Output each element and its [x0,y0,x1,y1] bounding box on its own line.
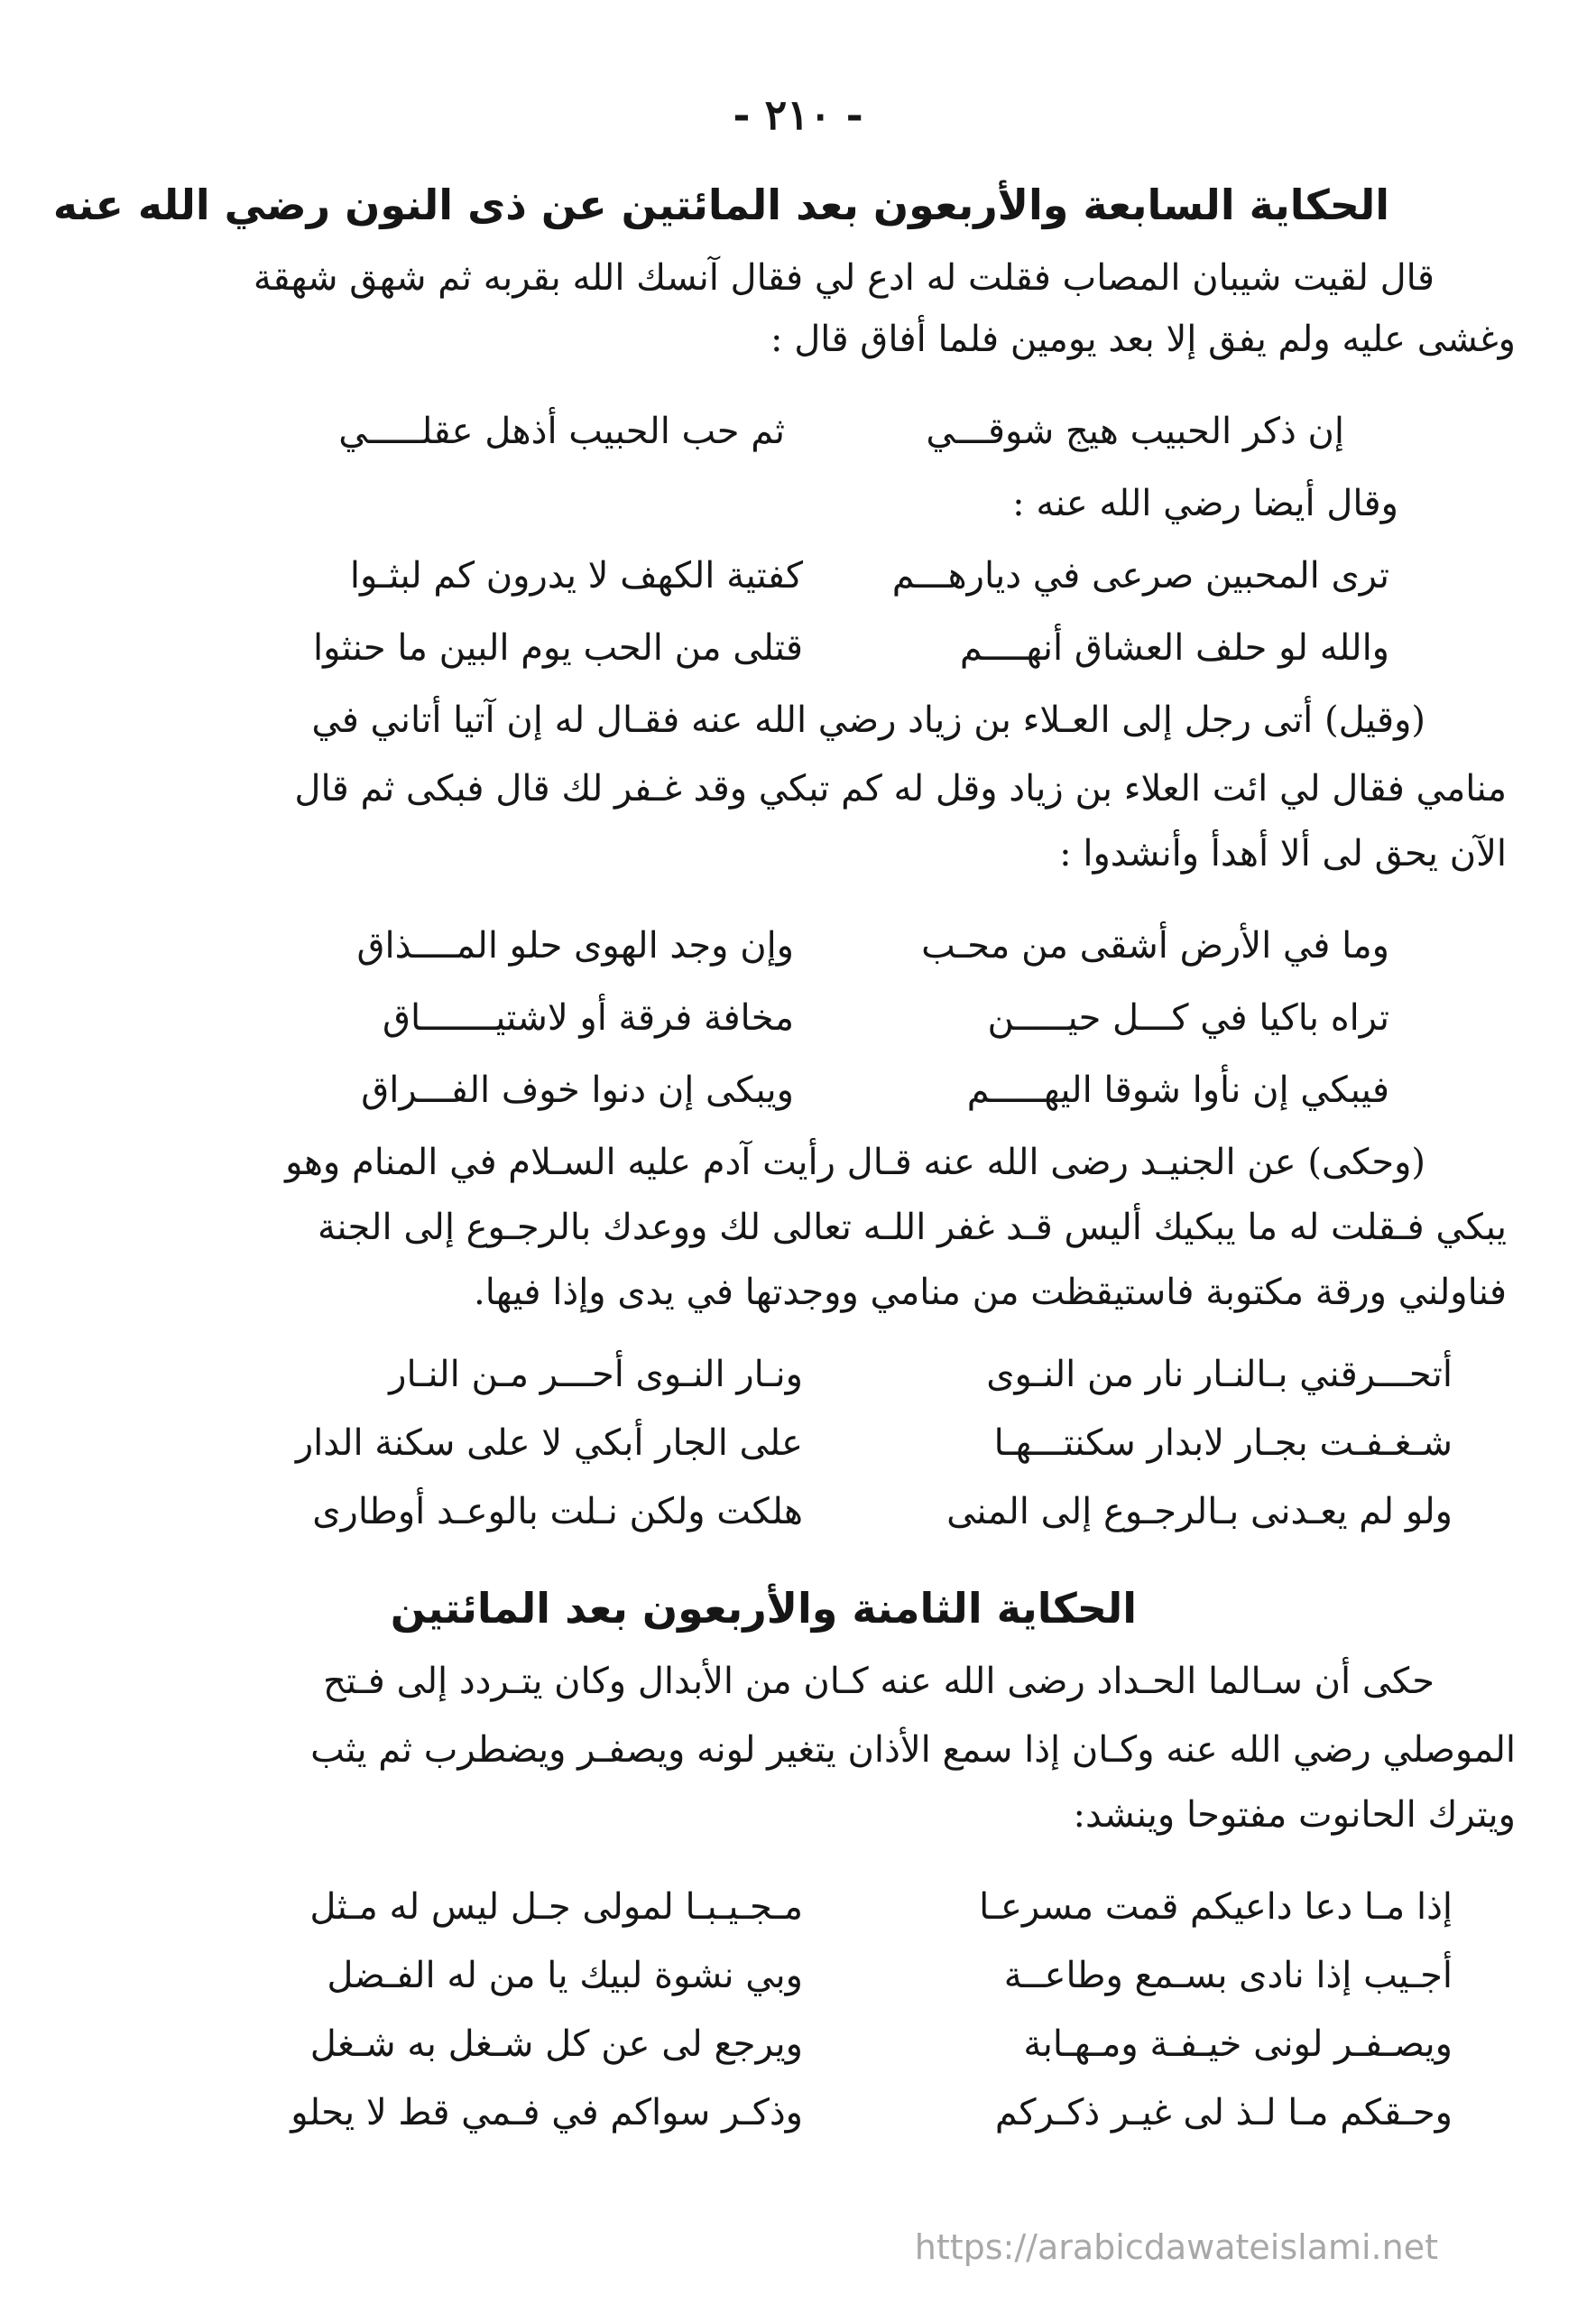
prose-line: الموصلي رضي الله عنه وكـان إذا سمع الأذان يتغير لونه ويصفـر ويضطرب ثم يثب [310,1729,1516,1771]
story-47-verse-2 [217,555,1389,690]
story-47-prose-2 [99,699,1507,898]
verse-second-hemistich: ونـار النـوى أحـــر مـن النـار [389,1354,803,1395]
verse-second-hemistich: ويبكى إن دنوا خوف الفـــراق [361,1069,794,1111]
verse-first-hemistich: إذا مـا دعا داعيكم قمت مسرعـا [979,1886,1453,1928]
prose-line: (وحكى) عن الجنيـد رضى الله عنه قـال رأيت آدم عليه السـلام في المنام وهو [285,1142,1425,1183]
verse-second-hemistich: هلكت ولكن نـلت بالوعـد أوطارى [312,1491,803,1532]
verse-couplet [226,997,1389,1051]
story-47-verse-1 [244,411,1344,474]
verse-second-hemistich: مـجـيـبـا لمولى جـل ليس له مـثل [309,1886,803,1928]
verse-couplet [226,1069,1389,1124]
verse-first-hemistich: أتحـــرقني بـالنـار نار من النـوى [986,1354,1453,1395]
verse-second-hemistich: وبي نشوة لبيك يا من له الفـضل [327,1955,803,1996]
verse-couplet [217,555,1389,609]
prose-line: وغشى عليه ولم يفق إلا بعد يومين فلما أفاق قال : [770,319,1516,360]
story-47-mid [99,483,1398,542]
verse-second-hemistich: كفتية الكهف لا يدرون كم لبثـوا [349,555,803,597]
verse-second-hemistich: وإن وجد الهوى حلو المــــذاق [356,925,794,967]
page-number: - ٢١٠ - [733,90,863,139]
verse-couplet [171,1354,1453,1408]
prose-line: قال لقيت شيبان المصاب فقلت له ادع لي فقال آنسك الله بقربه ثم شهق شهقة [253,257,1435,299]
website-watermark: https://arabicdawateislami.net [914,2227,1438,2267]
verse-couplet [171,2092,1453,2146]
prose-line: يبكي فـقلت له ما يبكيك أليس قـد غفر اللـه تعالى لك ووعدك بالرجـوع إلى الجنة [317,1207,1507,1248]
verse-couplet [171,2023,1453,2078]
verse-first-hemistich: ويصـفـر لونى خيـفـة ومـهـابة [1023,2023,1453,2065]
verse-second-hemistich: على الجار أبكي لا على سكنة الدار [295,1422,803,1464]
prose-line: حكى أن سـالما الحـداد رضى الله عنه كـان من الأبدال وكان يتـردد إلى فـتح [323,1661,1435,1702]
story-47-verse-3 [226,925,1389,1133]
prose-line: (وقيل) أتى رجل إلى العـلاء بن زياد رضي الله عنه فقـال له إن آتيا أتاني في [311,699,1425,741]
verse-first-hemistich: ترى المحبين صرعى في ديارهـــم [891,555,1389,597]
verse-second-hemistich: ويرجع لى عن كل شـغل به شـغل [309,2023,803,2065]
verse-first-hemistich: والله لو حلف العشاق أنهــــم [959,627,1389,669]
story-48-prose [113,1661,1516,1859]
verse-second-hemistich: وذكـر سواكم في فـمي قط لا يحلو [291,2092,803,2133]
verse-first-hemistich: وما في الأرض أشقى من محـب [921,925,1389,967]
verse-couplet [171,1955,1453,2009]
story-48-title: الحكاية الثامنة والأربعون بعد المائتين [390,1584,1137,1633]
story-47-verse-4 [171,1354,1453,1552]
verse-couplet [171,1491,1453,1545]
prose-line: وقال أيضا رضي الله عنه : [1012,483,1398,524]
verse-couplet [244,411,1344,465]
story-48-verse [171,1886,1453,2157]
verse-first-hemistich: شـغـفـت بجـار لابدار سكنتـــهـا [993,1422,1453,1464]
prose-line: الآن يحق لى ألا أهدأ وأنشدوا : [1059,833,1507,875]
verse-couplet [217,627,1389,681]
story-47-title: الحكاية السابعة والأربعون بعد المائتين عن ذى النون رضي الله عنه [52,180,1389,229]
verse-second-hemistich: قتلى من الحب يوم البين ما حنثوا [312,627,803,669]
story-47-intro [99,257,1516,384]
verse-couplet [171,1886,1453,1940]
verse-first-hemistich: أجـيب إذا نادى بسـمع وطاعــة [1003,1955,1453,1996]
verse-second-hemistich: ثم حب الحبيب أذهل عقلـــــي [338,411,785,452]
prose-line: فناولني ورقة مكتوبة فاستيقظت من منامي ووجدتها في يدى وإذا فيها. [474,1272,1507,1313]
verse-second-hemistich: مخافة فرقة أو لاشتيـــــــاق [382,997,794,1039]
story-47-prose-3 [99,1142,1507,1336]
verse-first-hemistich: ولو لم يعـدنى بـالرجـوع إلى المنى [946,1491,1453,1532]
prose-line: ويترك الحانوت مفتوحا وينشد: [1073,1794,1516,1836]
verse-first-hemistich: تراه باكيا في كـــل حيـــــن [987,997,1389,1039]
verse-couplet [171,1422,1453,1476]
prose-line: منامي فقال لي ائت العلاء بن زياد وقل له كم تبكي وقد غـفر لك قال فبكى ثم قال [294,768,1507,810]
verse-first-hemistich: إن ذكر الحبيب هيج شوقـــي [926,411,1344,452]
verse-first-hemistich: وحـقكم مـا لـذ لى غيـر ذكـركم [994,2092,1453,2133]
verse-first-hemistich: فيبكي إن نأوا شوقا اليهـــــم [966,1069,1389,1111]
verse-couplet [226,925,1389,979]
